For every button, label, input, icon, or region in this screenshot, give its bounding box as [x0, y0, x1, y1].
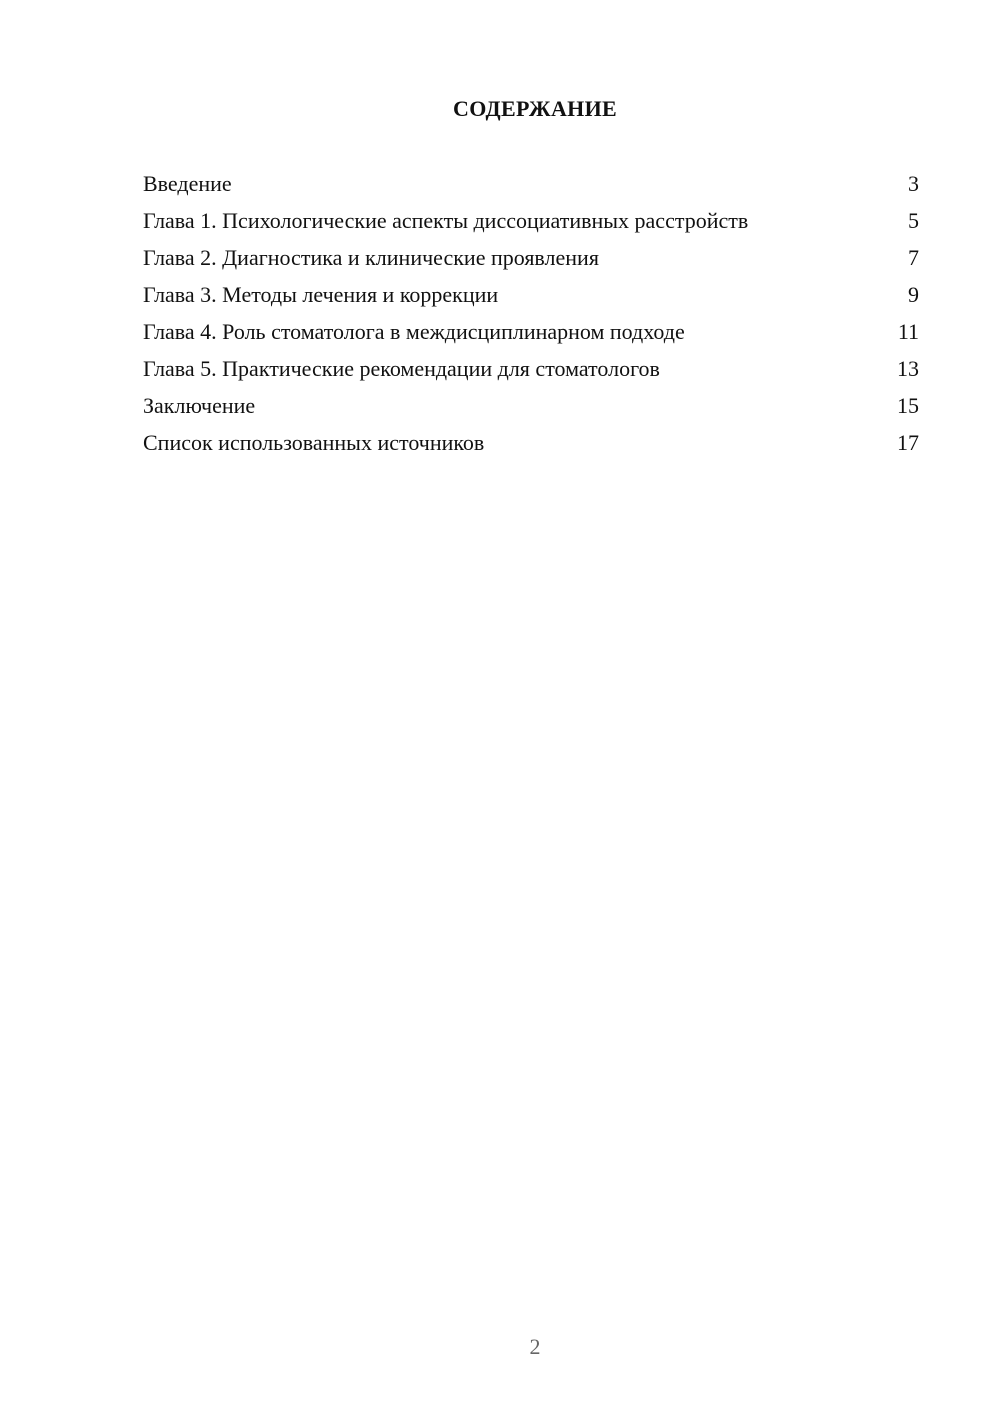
toc-item-page: 9 — [908, 282, 919, 307]
toc-title: СОДЕРЖАНИЕ — [453, 96, 617, 121]
toc-item — [143, 170, 919, 197]
toc-item — [143, 244, 919, 271]
table-of-contents — [143, 170, 919, 466]
toc-item — [143, 429, 919, 456]
toc-item-page: 15 — [897, 393, 919, 418]
toc-item-page: 11 — [897, 319, 919, 344]
toc-item — [143, 355, 919, 382]
toc-item-label: Глава 5. Практические рекомендации для стоматологов — [143, 356, 660, 381]
toc-item-label: Заключение — [143, 393, 256, 418]
toc-item-label: Список использованных источников — [143, 430, 485, 455]
toc-item — [143, 318, 919, 345]
toc-item-page: 3 — [908, 171, 919, 196]
toc-item — [143, 207, 919, 234]
toc-item-page: 7 — [908, 245, 919, 270]
page-number: 2 — [529, 1334, 541, 1359]
toc-item-page: 17 — [897, 430, 919, 455]
toc-item-page: 5 — [908, 208, 919, 233]
toc-item — [143, 281, 919, 308]
toc-item-label: Глава 1. Психологические аспекты диссоциативных расстройств — [143, 208, 749, 233]
toc-item-page: 13 — [897, 356, 919, 381]
toc-item — [143, 392, 919, 419]
toc-item-label: Введение — [143, 171, 232, 196]
toc-item-label: Глава 2. Диагностика и клинические проявления — [143, 245, 599, 270]
toc-item-label: Глава 3. Методы лечения и коррекции — [143, 282, 499, 307]
toc-item-label: Глава 4. Роль стоматолога в междисциплинарном подходе — [143, 319, 685, 344]
